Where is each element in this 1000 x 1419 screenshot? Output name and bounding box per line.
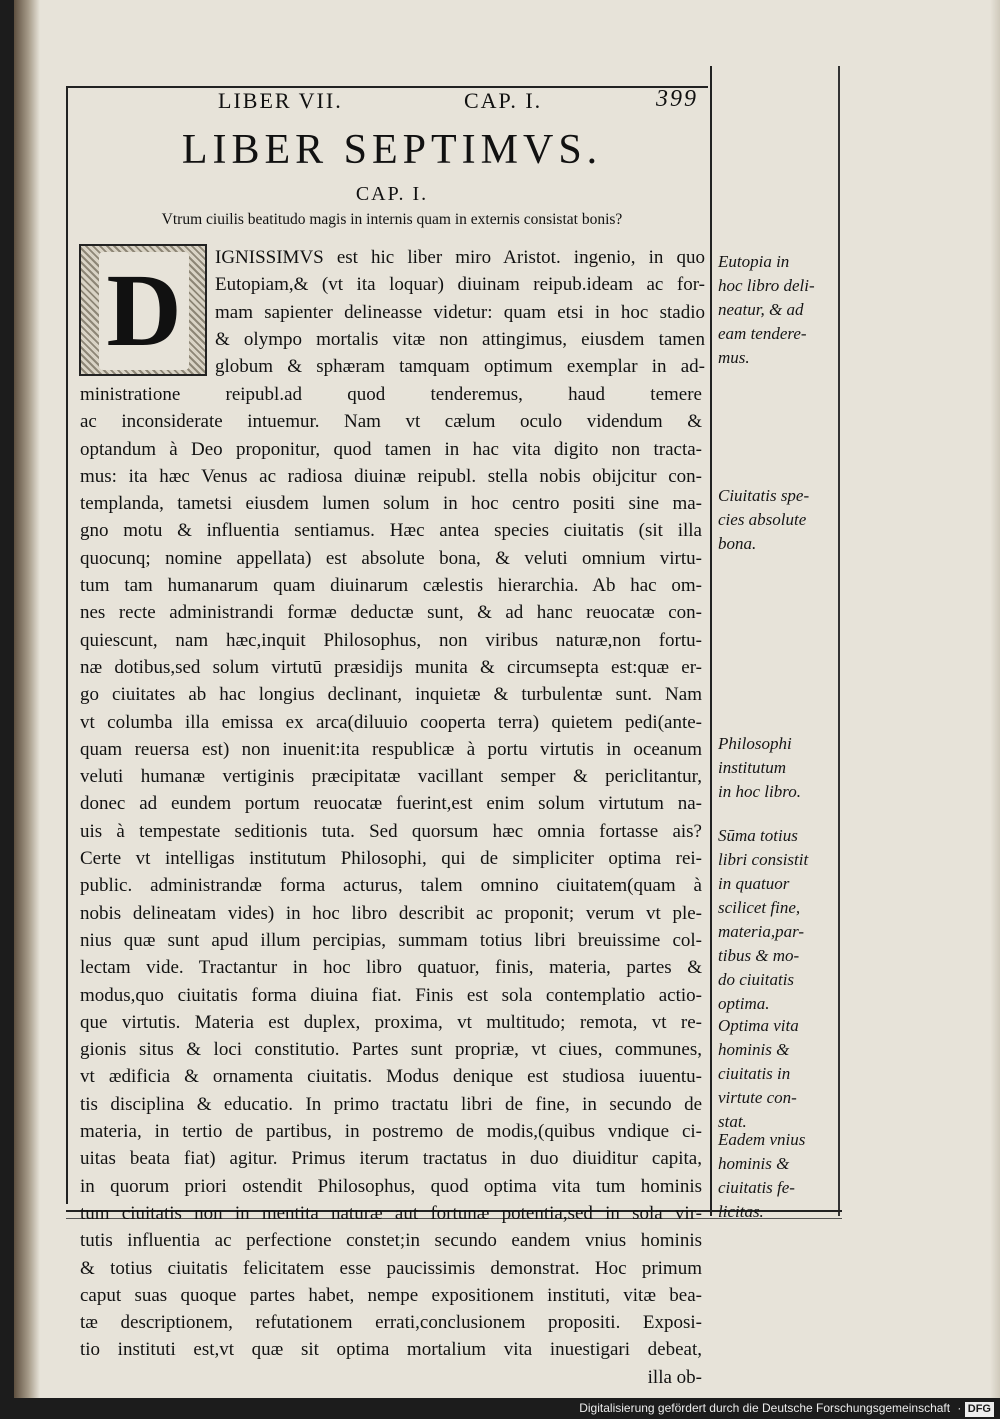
marginal-note-line: Eutopia in (718, 252, 790, 271)
digitization-footer: Digitalisierung gefördert durch die Deutsche Forschungsgemeinschaft · DFG (0, 1398, 1000, 1419)
text-line: uitas beata fiat) agitur. Primus iterum tractatus in duo diuiditur capita, (80, 1148, 702, 1170)
marginal-note-line: Eadem vnius (718, 1130, 806, 1149)
text-line: tæ descriptionem, refutationem errati,conclusionem propositi. Exposi- (80, 1312, 702, 1334)
text-line: Eutopiam,& (vt ita loquar) diuinam reipub.ideam ac for- (215, 274, 705, 296)
marginal-note-line: mus. (718, 348, 750, 367)
text-line: gionis situs & loci constitutio. Partes sunt propriæ, vt ciues, communes, (80, 1039, 702, 1061)
book-title: LIBER SEPTIMVS. (181, 127, 603, 173)
text-line: & totius ciuitatis felicitatem esse paucissimis demonstrat. Hoc primum (80, 1257, 702, 1279)
marginal-note (718, 250, 836, 370)
text-line: veluti humanæ vertiginis præcipitatæ vacillant semper & periclitantur, (80, 766, 702, 788)
frame-rule-margin-divider (710, 66, 712, 1216)
text-line: materia, in tertio de partibus, in postremo de modis,(quibus vndique ci- (80, 1121, 702, 1143)
marginal-note-line: bona. (718, 534, 757, 553)
decorated-initial (79, 244, 207, 376)
running-head-chapter: CAP. I. (464, 88, 543, 113)
text-line: næ dotibus,sed solum virtutū præsidijs munita & circumsepta est:quæ er- (80, 656, 702, 678)
marginal-note-line: ciuitatis in (718, 1064, 791, 1083)
marginal-note-line: in quatuor (718, 874, 790, 893)
marginal-note (718, 1128, 836, 1224)
text-line: tio instituti est,vt quæ sit optima mortalium vita inuestigari debeat, (80, 1339, 702, 1361)
text-line: optandum à Deo proponitur, quod tamen in hac vita digito non tracta- (80, 438, 702, 460)
marginal-note-line: ciuitatis fe- (718, 1178, 795, 1197)
text-line: que virtutis. Materia est duplex, proxima, vt multitudo; remota, vt re- (80, 1011, 702, 1033)
text-line: globum & sphæram tamquam optimum exemplar in ad- (215, 356, 705, 378)
marginal-note-line: Philosophi (718, 734, 792, 753)
text-line: ac inconsiderate intuemur. Nam vt cælum oculo videndum & (80, 411, 702, 433)
text-line: go ciuitates ab hac longius declinant, inquietæ & turbulentæ sunt. Nam (80, 684, 702, 706)
text-line: Certe vt intelligas institutum Philosophi, qui de simpliciter optima rei- (80, 848, 702, 870)
text-line: tum tam humanarum quam diuinarum cælestis hierarchia. Ab hac om- (80, 575, 702, 597)
frame-rule-left (66, 88, 68, 1204)
text-line: quiescunt, nam hæc,inquit Philosophus, non viribus naturæ,non fortu- (80, 629, 702, 651)
footer-credit-text: Digitalisierung gefördert durch die Deutsche Forschungsgemeinschaft (579, 1401, 951, 1415)
marginal-note-line: do ciuitatis (718, 970, 795, 989)
marginal-note-line: neatur, & ad (718, 300, 804, 319)
body-text (80, 381, 702, 1391)
text-line: quocunq; nomine appellata) est absolute bona, & veluti omnium virtu- (80, 547, 702, 569)
marginal-note-line: hominis & (718, 1154, 790, 1173)
text-line: vt ædificia & ornamenta ciuitatis. Modus denique est studiosa iuuentu- (80, 1066, 702, 1088)
text-line: nes recte administrandi formæ deductæ sunt, & ad hanc reuocatæ con- (80, 602, 702, 624)
text-line: vt columba illa emissa ex arca(diluuio cooperta terra) quietem pedi(ante- (80, 711, 702, 733)
marginal-note-line: scilicet fine, (718, 898, 801, 917)
text-line: gno motu & influentia sentiamus. Hæc antea species ciuitatis (sit illa (80, 520, 702, 542)
page-number: 399 (656, 86, 698, 112)
frame-rule-right (838, 66, 840, 1216)
marginal-note (718, 732, 836, 804)
text-line: ministratione reipubl.ad quod tenderemus, haud temere (80, 384, 702, 405)
initial-letter: D (99, 252, 189, 370)
marginal-note-line: stat. (718, 1112, 747, 1131)
marginal-note-line: Sūma totius (718, 826, 798, 845)
text-line: caput suas quoque partes habet, nempe expositionem instituti, vitæ bea- (80, 1284, 702, 1306)
marginal-note-line: hominis & (718, 1040, 790, 1059)
running-head-book: LIBER VII. (218, 88, 343, 113)
marginal-note-line: optima. (718, 994, 770, 1013)
text-line: uis à tempestate seditionis tuta. Sed quorsum hæc omnia fortasse ais? (80, 820, 702, 842)
text-line: nius quæ sunt apud illum percipias, summam totius libri breuissime col- (80, 929, 702, 951)
text-line: public. administrandæ forma acturus, talem omnino ciuitatem(quam à (80, 875, 702, 897)
page-edge (990, 0, 1000, 1398)
text-line: lectam vide. Tractantur in hoc libro quatuor, finis, materia, partes & (80, 957, 702, 979)
text-line: illa ob- (647, 1366, 702, 1388)
text-line: tum ciuitatis non in mentita naturæ aut fortunæ potentia,sed in sola vir- (80, 1202, 702, 1224)
text-line: modus,quo ciuitatis forma diuina fiat. Finis est sola contemplatio actio- (80, 984, 702, 1006)
marginal-note-line: tibus & mo- (718, 946, 800, 965)
text-line: mam sapienter delineasse videtur: quam etsi in hoc stadio (215, 301, 705, 323)
chapter-question: Vtrum ciuilis beatitudo magis in internis quam in externis consistat bonis? (161, 211, 623, 228)
marginal-note-line: institutum (718, 758, 787, 777)
text-line: in quorum priori ostendit Philosophus, quod optima vita tum hominis (80, 1175, 702, 1197)
dfg-logo: DFG (965, 1402, 994, 1417)
marginal-note-line: libri consistit (718, 850, 809, 869)
marginal-note-line: materia,par- (718, 922, 805, 941)
text-line: mus: ita hæc Venus ac radiosa diuinæ reipubl. stella nobis obijcitur con- (80, 465, 702, 487)
opening-lines (215, 244, 705, 380)
text-line: quam reuersa est) non inuenit:ita respublicæ à portu virtutis in oceanum (80, 738, 702, 760)
marginal-note-line: hoc libro deli- (718, 276, 815, 295)
book-spine-shadow (14, 0, 40, 1398)
text-line: & olympo mortalis vitæ non attingimus, eiusdem tamen (215, 328, 705, 350)
text-line: tis disciplina & educatio. In primo tractatu libri de fine, in secundo de (80, 1093, 702, 1115)
marginal-note-line: virtute con- (718, 1088, 797, 1107)
marginal-note-line: licitas. (718, 1202, 764, 1221)
text-line: donec ad eundem portum reuocatæ fuerint,est enim solum virtutum na- (80, 793, 702, 815)
text-line: templanda, tametsi eiusdem lumen solum in hoc centro positi sine ma- (80, 493, 702, 515)
marginal-note-line: Ciuitatis spe- (718, 486, 810, 505)
chapter-heading: CAP. I. (355, 183, 429, 205)
marginal-note (718, 484, 836, 556)
marginal-note (718, 1014, 836, 1134)
marginal-note-line: Optima vita (718, 1016, 799, 1035)
text-line: tutis influentia ac perfectione constet;in secundo eandem vnius hominis (80, 1230, 702, 1252)
text-line: nobis delineatam vides) in hoc libro describit ac proponit; verum vt ple- (80, 902, 702, 924)
marginal-note-line: eam tendere- (718, 324, 807, 343)
marginal-note (718, 824, 836, 1016)
text-line: IGNISSIMVS est hic liber miro Aristot. ingenio, in quo (215, 247, 705, 268)
running-head (74, 88, 704, 114)
marginal-note-line: cies absolute (718, 510, 807, 529)
marginal-note-line: in hoc libro. (718, 782, 801, 801)
